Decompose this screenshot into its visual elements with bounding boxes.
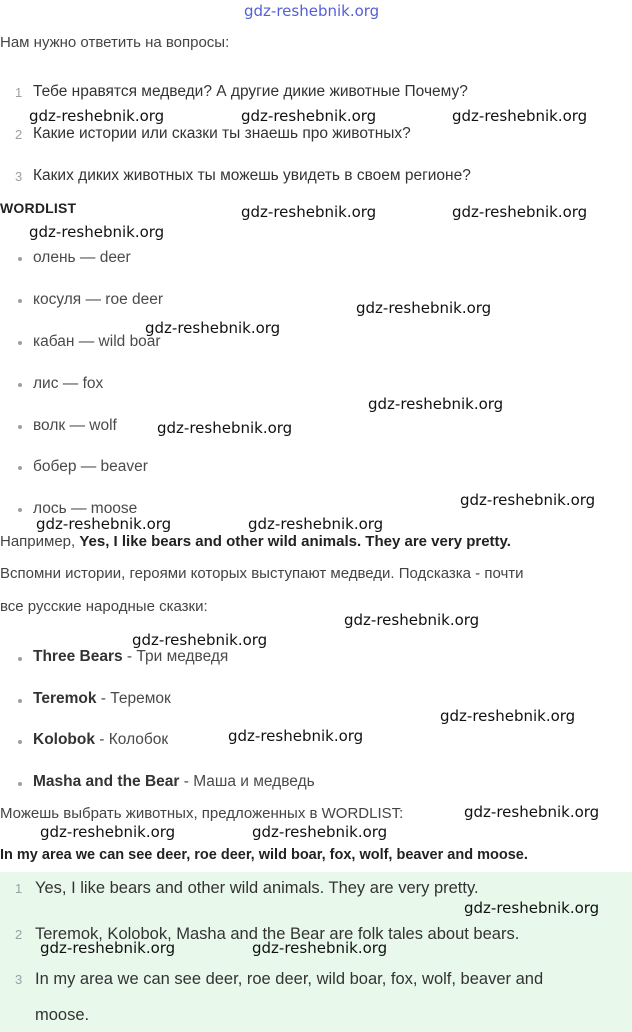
watermark: gdz-reshebnik.org: [452, 107, 588, 125]
area-line: In my area we can see deer, roe deer, wild boar, fox, wolf, beaver and moose.: [0, 847, 528, 863]
watermark: gdz-reshebnik.org: [228, 727, 364, 745]
bullet-icon: [18, 782, 22, 786]
watermark: gdz-reshebnik.org: [132, 631, 268, 649]
watermark: gdz-reshebnik.org: [452, 203, 588, 221]
remember-line-1: Вспомни истории, героями которых выступают медведи. Подсказка - почти: [0, 565, 524, 582]
intro-text: Нам нужно ответить на вопросы:: [0, 34, 230, 51]
bullet-icon: [18, 508, 22, 512]
wordlist-item: косуля — roe deer: [33, 291, 164, 308]
watermark: gdz-reshebnik.org: [36, 515, 172, 533]
question-3: Каких диких животных ты можешь увидеть в своем регионе?: [33, 167, 471, 184]
answer-2: Teremok, Kolobok, Masha and the Bear are folk tales about bears.: [35, 925, 520, 943]
watermark: gdz-reshebnik.org: [464, 899, 600, 917]
watermark: gdz-reshebnik.org: [40, 823, 176, 841]
question-number: 2: [15, 127, 23, 142]
tale-item: [33, 773, 315, 791]
bullet-icon: [18, 425, 22, 429]
tale-ru: - Теремок: [96, 690, 171, 707]
watermark: gdz-reshebnik.org: [356, 299, 492, 317]
tale-item: [33, 690, 171, 708]
bullet-icon: [18, 657, 22, 661]
tale-item: [33, 648, 228, 666]
question-2: Какие истории или сказки ты знаешь про животных?: [33, 125, 411, 142]
example-line: [0, 533, 511, 550]
bullet-icon: [18, 299, 22, 303]
watermark: gdz-reshebnik.org: [440, 707, 576, 725]
wordlist-item: волк — wolf: [33, 417, 117, 434]
watermark: gdz-reshebnik.org: [29, 107, 165, 125]
watermark: gdz-reshebnik.org: [145, 319, 281, 337]
tale-en: Masha and the Bear: [33, 773, 180, 790]
watermark: gdz-reshebnik.org: [248, 515, 384, 533]
question-number: 3: [15, 169, 23, 184]
answer-1: Yes, I like bears and other wild animals. They are very pretty.: [35, 879, 479, 897]
wordlist-item: лось — moose: [33, 500, 138, 517]
bullet-icon: [18, 341, 22, 345]
bullet-icon: [18, 740, 22, 744]
tale-en: Teremok: [33, 690, 97, 707]
example-prefix: Например,: [0, 533, 80, 550]
answer-3-line-1: In my area we can see deer, roe deer, wild boar, fox, wolf, beaver and: [35, 970, 544, 988]
answer-number: 3: [15, 972, 23, 987]
tale-ru: - Колобок: [95, 731, 169, 748]
bullet-icon: [18, 466, 22, 470]
watermark: gdz-reshebnik.org: [344, 611, 480, 629]
tale-ru: - Три медведя: [122, 648, 229, 665]
answer-3-line-2: moose.: [35, 1006, 90, 1024]
tale-en: Three Bears: [33, 648, 123, 665]
question-number: 1: [15, 85, 23, 100]
tale-item: [33, 731, 168, 749]
watermark: gdz-reshebnik.org: [252, 823, 388, 841]
watermark: gdz-reshebnik.org: [368, 395, 504, 413]
watermark: gdz-reshebnik.org: [157, 419, 293, 437]
tale-ru: - Маша и медведь: [179, 773, 315, 790]
tale-en: Kolobok: [33, 731, 95, 748]
question-1: Тебе нравятся медведи? А другие дикие животные Почему?: [33, 83, 468, 100]
watermark: gdz-reshebnik.org: [252, 939, 388, 957]
watermark: gdz-reshebnik.org: [241, 203, 377, 221]
wordlist-item: лис — fox: [33, 375, 104, 392]
wordlist-item: олень — deer: [33, 249, 131, 266]
wordlist-item: бобер — beaver: [33, 458, 148, 475]
watermark: gdz-reshebnik.org: [460, 491, 596, 509]
answer-number: 2: [15, 927, 23, 942]
answer-number: 1: [15, 881, 23, 896]
choose-line: Можешь выбрать животных, предложенных в WORDLIST:: [0, 805, 404, 822]
wordlist-heading: WORDLIST: [0, 200, 77, 216]
watermark: gdz-reshebnik.org: [40, 939, 176, 957]
watermark: gdz-reshebnik.org: [241, 107, 377, 125]
top-watermark: gdz-reshebnik.org: [244, 2, 380, 20]
watermark: gdz-reshebnik.org: [464, 803, 600, 821]
wordlist-item: кабан — wild boar: [33, 333, 161, 350]
bullet-icon: [18, 699, 22, 703]
watermark: gdz-reshebnik.org: [29, 223, 165, 241]
remember-line-2: все русские народные сказки:: [0, 598, 208, 615]
bullet-icon: [18, 257, 22, 261]
bullet-icon: [18, 383, 22, 387]
example-answer: Yes, I like bears and other wild animals. They are very pretty.: [79, 533, 511, 550]
